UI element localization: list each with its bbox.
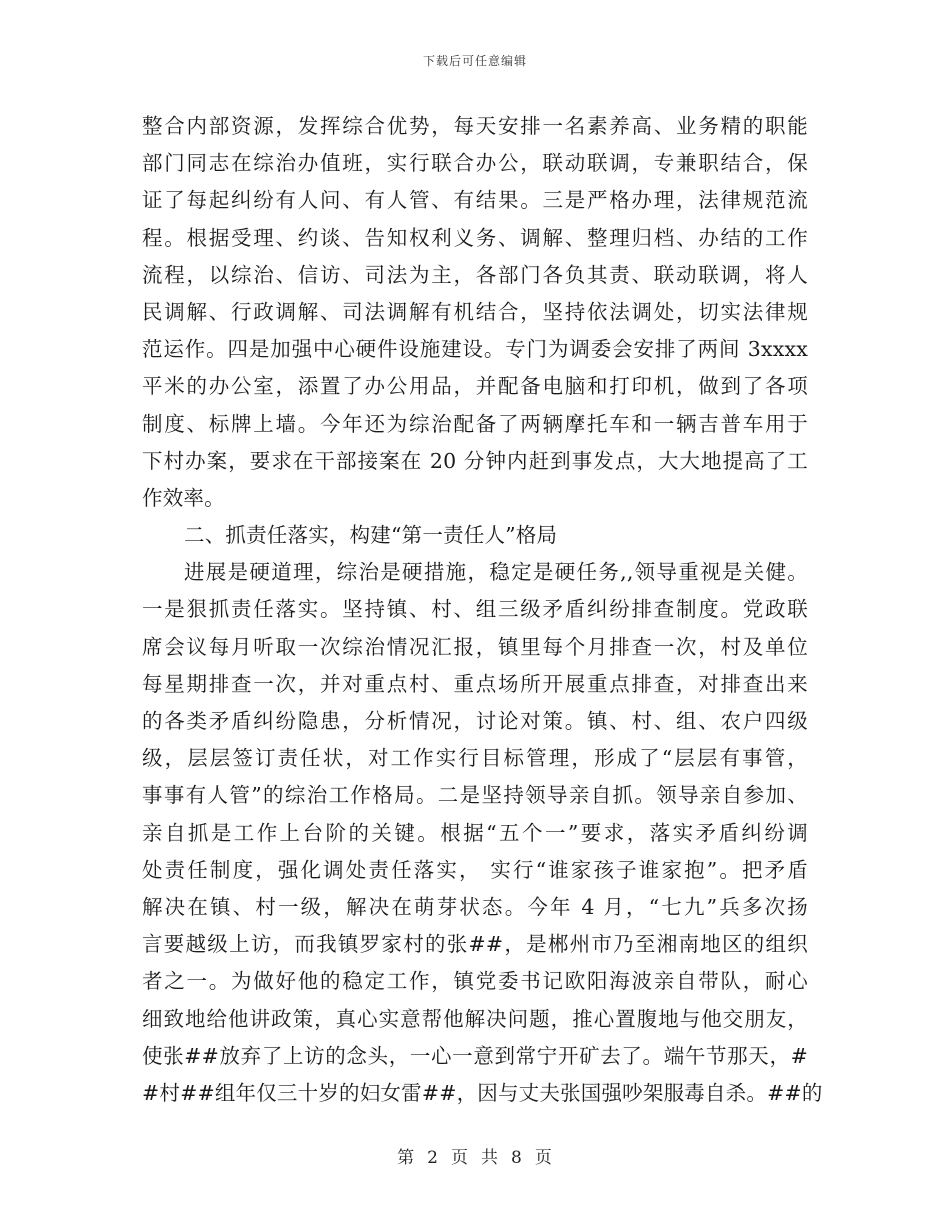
footer-mid: 页 <box>451 1148 469 1168</box>
text-line: 解决在镇、村一级，解决在萌芽状态。今年 4 月，“七九”兵多次扬 <box>142 894 808 919</box>
text-line: 整合内部资源，发挥综合优势，每天安排一名素养高、业务精的职能 <box>142 114 808 138</box>
text-line: 席会议每月听取一次综治情况汇报，镇里每个月排查一次，村及单位 <box>142 634 808 659</box>
text-line: 进展是硬道理，综治是硬措施，稳定是硬任务,,领导重视是关健。 <box>184 560 808 585</box>
total-pages: 8 <box>511 1148 523 1168</box>
text-line: 细致地给他讲政策，真心实意帮他解决问题，推心置腹地与他交朋友， <box>142 1006 808 1031</box>
footer-total-prefix: 共 <box>481 1148 499 1168</box>
header-note: 下载后可任意编辑 <box>422 54 527 68</box>
text-line: 处责任制度，强化调处责任落实， 实行“谁家孩子谁家抱”。把矛盾 <box>142 857 808 882</box>
footer-suffix: 页 <box>534 1148 553 1168</box>
text-line: 的各类矛盾纠纷隐患，分析情况，讨论对策。镇、村、组、农户四级 <box>142 709 808 733</box>
text-line: #村##组年仅三十岁的妇女雷##，因与丈夫张国强吵架服毒自杀。##的 <box>142 1080 823 1105</box>
text-line: 每星期排查一次，并对重点村、重点场所开展重点排查，对排查出来 <box>142 671 808 696</box>
text-line: 者之一。为做好他的稳定工作，镇党委书记欧阳海波亲自带队，耐心 <box>142 969 808 994</box>
text-line: 制度、标牌上墙。今年还为综治配备了两辆摩托车和一辆吉普车用于 <box>142 411 808 436</box>
text-line: 亲自抓是工作上台阶的关键。根据“五个一”要求，落实矛盾纠纷调 <box>142 820 808 845</box>
text-line: 事事有人管”的综治工作格局。二是坚持领导亲自抓。领导亲自参加、 <box>142 783 808 808</box>
text-line: 言要越级上访，而我镇罗家村的张##，是郴州市乃至湘南地区的组织 <box>142 932 808 957</box>
text-line: 平米的办公室，添置了办公用品，并配备电脑和打印机，做到了各项 <box>142 374 808 399</box>
text-line: 级，层层签订责任状，对工作实行目标管理，形成了“层层有事管， <box>142 746 808 771</box>
text-line: 作效率。 <box>142 485 225 510</box>
document-body <box>142 108 823 1112</box>
footer-prefix: 第 <box>397 1148 416 1168</box>
text-line: 一是狠抓责任落实。坚持镇、村、组三级矛盾纠纷排查制度。党政联 <box>142 597 808 622</box>
section-heading: 二、抓责任落实，构建“第一责任人”格局 <box>184 523 558 548</box>
page-number: 2 <box>427 1148 439 1168</box>
text-line: 证了每起纠纷有人问、有人管、有结果。三是严格办理，法律规范流 <box>142 188 808 213</box>
text-line: 下村办案，要求在干部接案在 20 分钟内赶到事发点，大大地提高了工 <box>142 448 808 473</box>
page-footer <box>0 1143 950 1168</box>
text-line: 范运作。四是加强中心硬件设施建设。专门为调委会安排了两间 3xxxx <box>142 337 808 362</box>
text-line: 民调解、行政调解、司法调解有机结合，坚持依法调处，切实法律规 <box>142 299 808 324</box>
text-line: 使张##放弃了上访的念头，一心一意到常宁开矿去了。端午节那天，# <box>142 1043 808 1068</box>
text-line: 流程，以综治、信访、司法为主，各部门各负其责、联动联调，将人 <box>142 262 808 287</box>
text-line: 部门同志在综治办值班，实行联合办公，联动联调，专兼职结合，保 <box>142 151 808 176</box>
text-line: 程。根据受理、约谈、告知权利义务、调解、整理归档、办结的工作 <box>142 225 808 250</box>
